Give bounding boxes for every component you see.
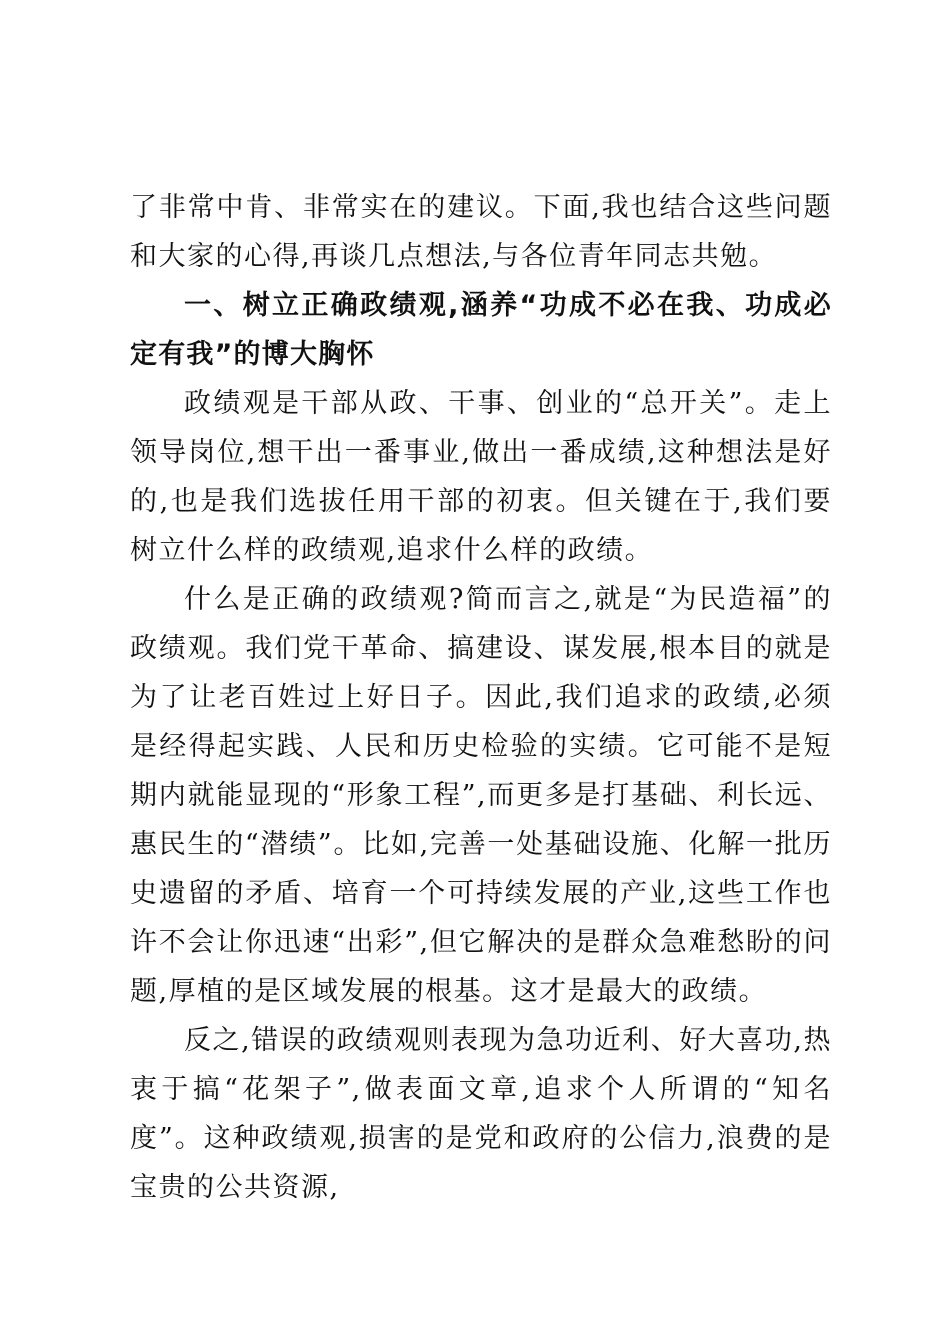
paragraph-continued: 了非常中肯、非常实在的建议。下面,我也结合这些问题和大家的心得,再谈几点想法,与各位青年同志共勉。 <box>130 192 832 272</box>
section-heading: 一、树立正确政绩观,涵养“功成不必在我、功成必定有我”的博大胸怀 <box>130 290 832 370</box>
document-body <box>130 183 832 1212</box>
paragraph: 反之,错误的政绩观则表现为急功近利、好大喜功,热衷于搞“花架子”,做表面文章,追求个人所谓的“知名度”。这种政绩观,损害的是党和政府的公信力,浪费的是宝贵的公共资源, <box>130 1025 832 1203</box>
paragraph: 政绩观是干部从政、干事、创业的“总开关”。走上领导岗位,想干出一番事业,做出一番成绩,这种想法是好的,也是我们选拔任用干部的初衷。但关键在于,我们要树立什么样的政绩观,追求什么样的政绩。 <box>130 388 832 566</box>
paragraph: 什么是正确的政绩观?简而言之,就是“为民造福”的政绩观。我们党干革命、搞建设、谋发展,根本目的就是为了让老百姓过上好日子。因此,我们追求的政绩,必须是经得起实践、人民和历史检验的实绩。它可能不是短期内就能显现的“形象工程”,而更多是打基础、利长远、惠民生的“潜绩”。比如,完善一处基础设施、化解一批历史遗留的矛盾、培育一个可持续发展的产业,这些工作也许不会让你迅速“出彩”,但它解决的是群众急难愁盼的问题,厚植的是区域发展的根基。这才是最大的政绩。 <box>130 584 832 1007</box>
